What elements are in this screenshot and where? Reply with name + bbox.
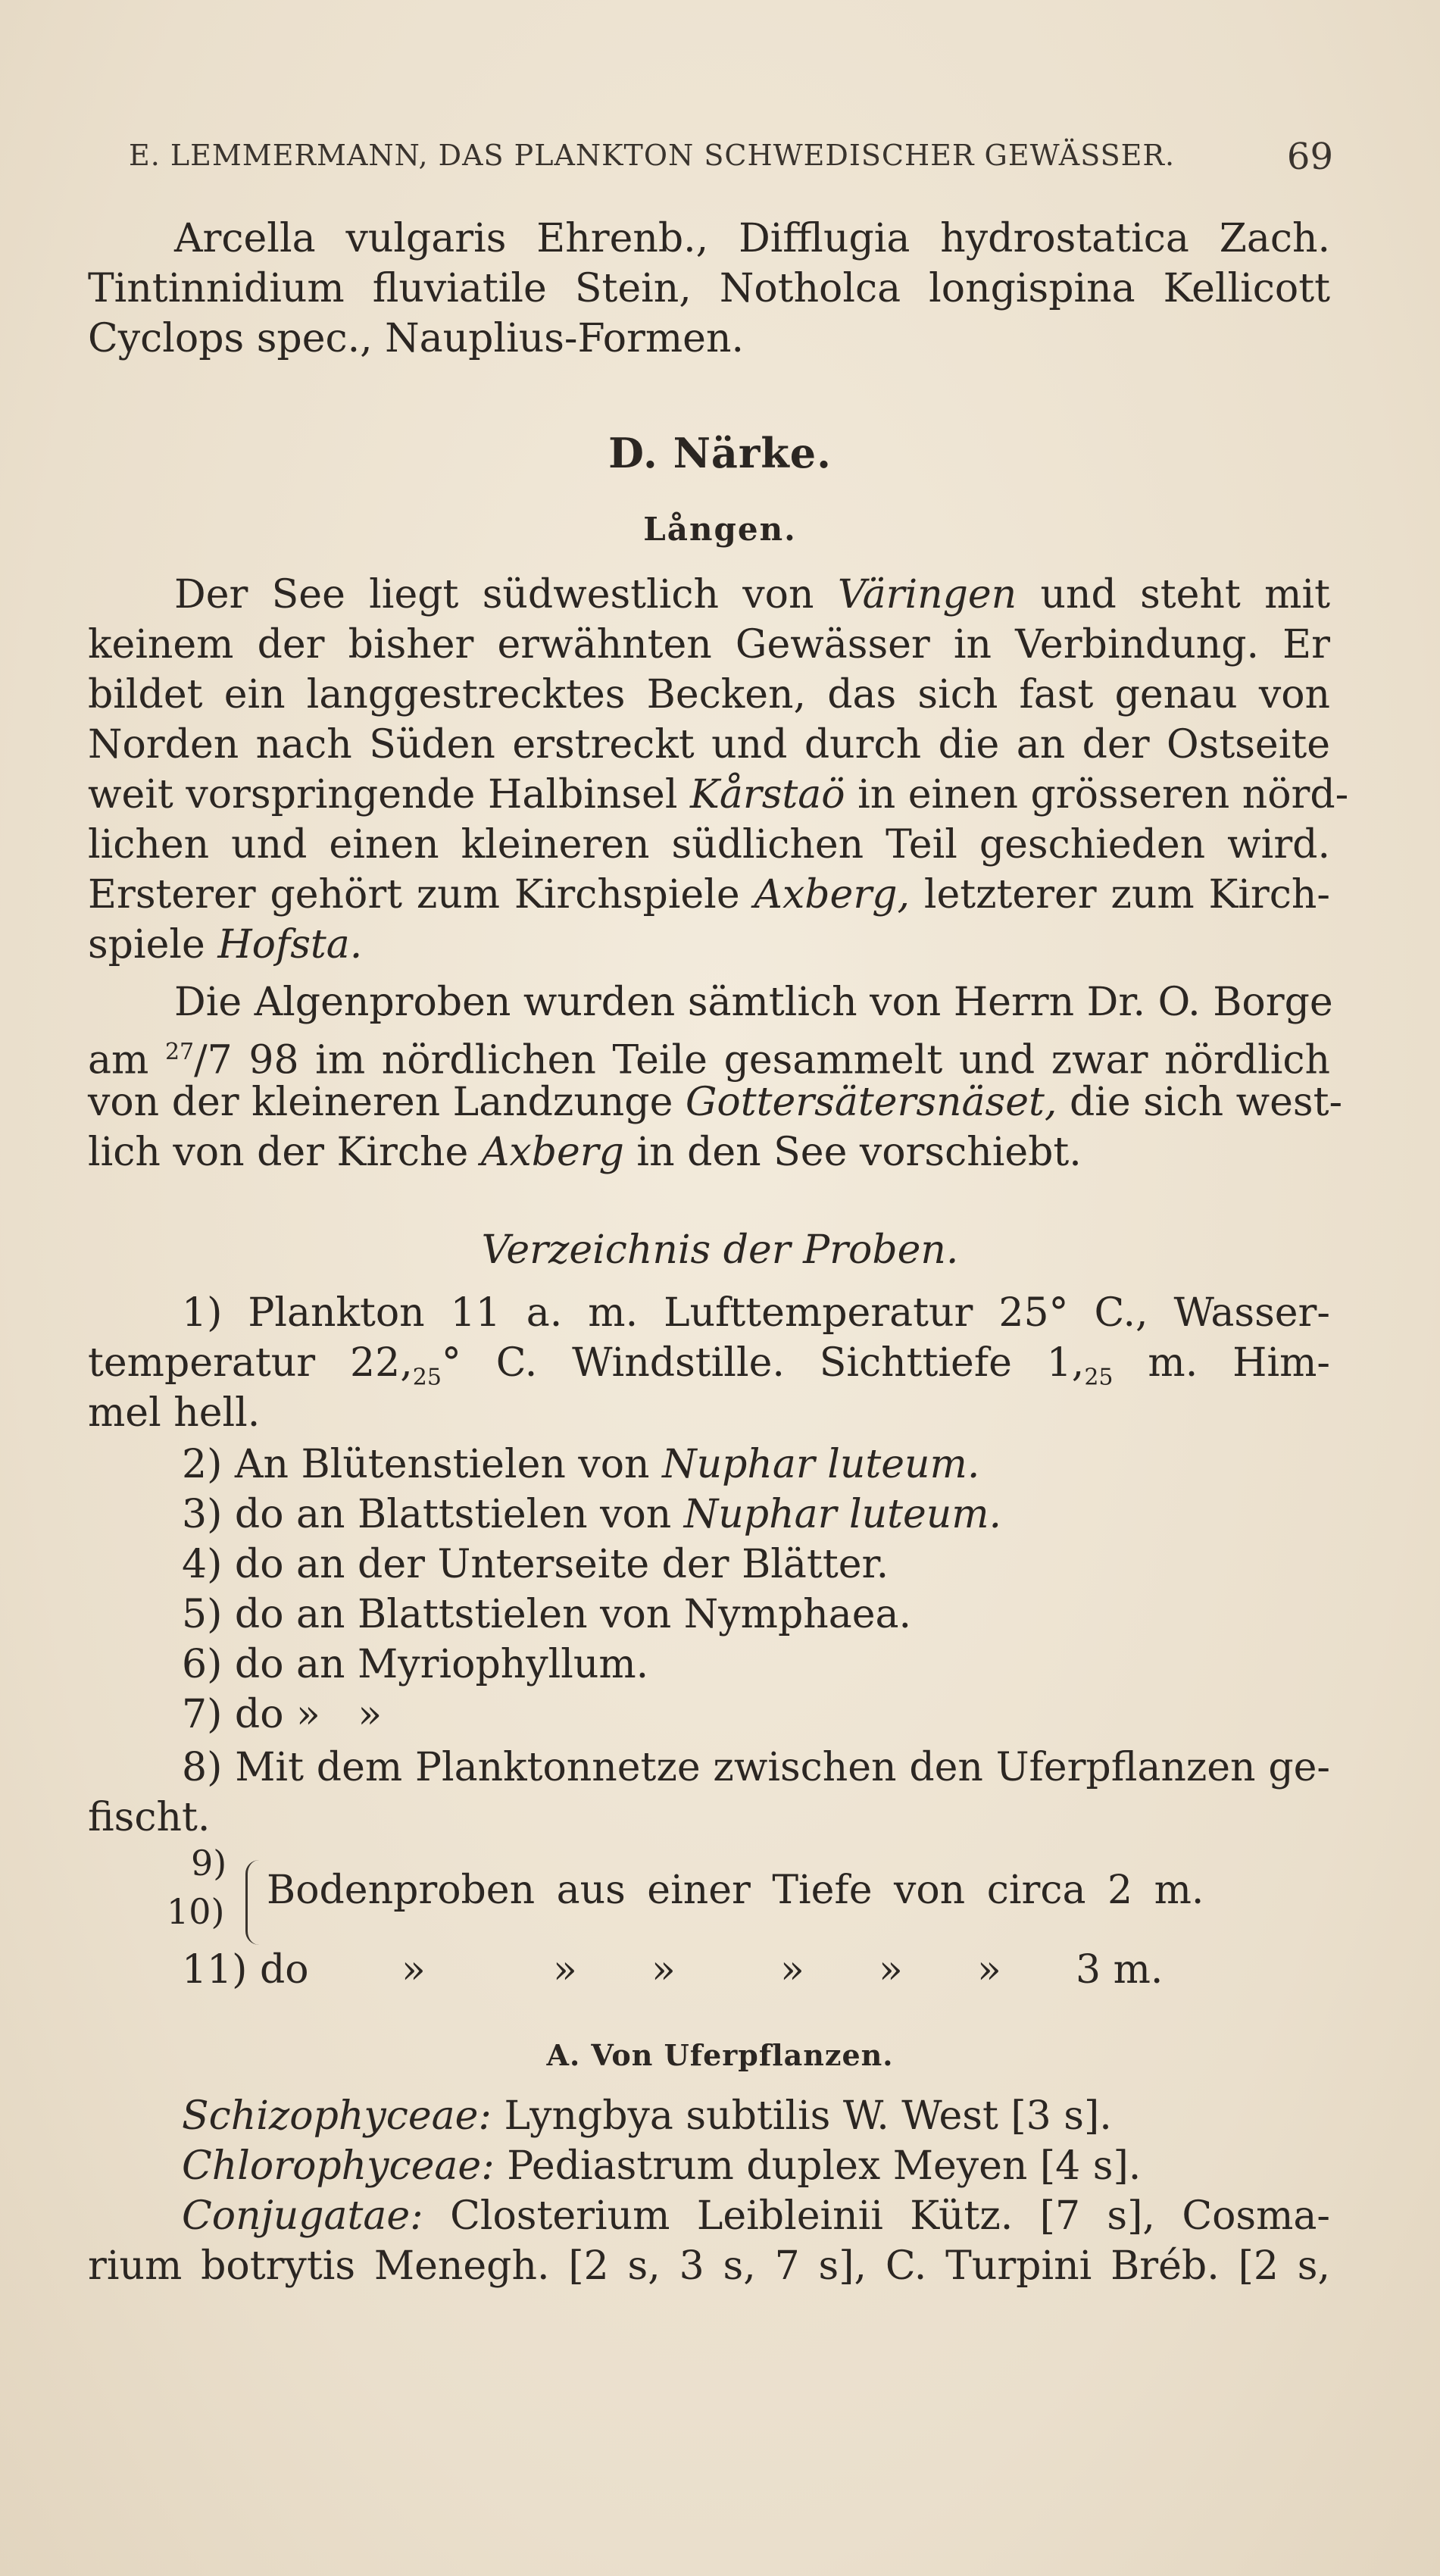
taxa-line-4: rium botrytis Menegh. [2 s, 3 s, 7 s], C. Turpini Bréb. [2 s, [88,2243,1330,2289]
taxa-line-2 [182,2141,1424,2191]
text-span: die sich west- [1057,1080,1343,1125]
ditto-mark: » [651,1947,676,1993]
sample-11-depth: 3 m. [1076,1947,1164,1993]
ditto-mark: » [879,1947,903,1993]
text-span: Lyngbya subtilis W. West [3 s]. [491,2093,1112,2139]
ditto-mark: » [780,1947,804,1993]
taxa-line-3 [182,2191,1330,2241]
ditto-mark: » [553,1947,577,1993]
para1-line-6: lichen und einen kleineren südlichen Teil geschieden wird. [88,822,1330,868]
text-span: in einen grösseren nörd- [845,772,1349,818]
species-name: Nuphar luteum. [683,1492,1002,1537]
para1-line-5 [88,770,1349,820]
sample-9-number: 9) [191,1843,227,1884]
text-span: /7 98 im nördlichen Teile gesammelt und zwar nördlich [194,1037,1330,1083]
group-name: Conjugatae: [182,2193,423,2239]
text-span: Pediastrum duplex Meyen [4 s]. [494,2143,1142,2189]
samples-heading: Verzeichnis der Proben. [481,1227,959,1273]
text-span: Ersterer gehört zum Kirchspiele [88,872,754,918]
ditto-mark: » [401,1947,426,1993]
text-span: lich von der Kirche [88,1130,481,1175]
sample-11-label: 11) do [182,1947,309,1993]
place-name: Väringen [837,572,1017,617]
text-span: ° C. Windstille. Sichttiefe 1, [441,1340,1085,1386]
text-span: temperatur 22, [88,1340,413,1386]
para2-line-2 [88,1027,1330,1085]
sample-8-line-1: 8) Mit dem Planktonnetze zwischen den Uferpflanzen ge- [182,1745,1330,1790]
text-span: 2) An Blütenstielen von [182,1442,663,1487]
intro-line-3: Cyclops spec., Nauplius-Formen. [88,316,744,361]
running-header [129,136,1333,178]
species-name: Nuphar luteum. [662,1442,980,1487]
text-span: Der See liegt südwestlich von [174,572,838,617]
para1-line-1 [174,570,1330,620]
sample-7: 7) do » » [182,1692,383,1737]
group-name: Schizophyceae: [182,2093,492,2139]
para2-line-1: Die Algenproben wurden sämtlich von Herrn Dr. O. Borge [174,980,1333,1025]
sample-8-line-2: fischt. [88,1795,211,1840]
text-span: m. Him- [1113,1340,1330,1386]
para1-line-3: bildet ein langgestrecktes Becken, das sich fast genau von [88,672,1330,717]
group-name: Chlorophyceae: [182,2143,495,2189]
sample-3 [182,1490,1424,1540]
place-name: Gottersätersnäset, [685,1080,1057,1125]
subscript: 25 [412,1364,442,1391]
sample-5: 5) do an Blattstielen von Nymphaea. [182,1592,912,1637]
page-number: 69 [1286,136,1333,178]
taxa-line-1 [182,2091,1424,2141]
sample-9-10-text: Bodenproben aus einer Tiefe von circa 2 m. [267,1868,1204,1913]
text-span: weit vorspringende Halbinsel [88,772,690,818]
curly-brace [245,1860,261,1945]
intro-line-1: Arcella vulgaris Ehrenb., Difflugia hydrostatica Zach. [174,216,1330,261]
text-span: 3) do an Blattstielen von [182,1492,684,1537]
text-span: letzterer zum Kirch- [910,872,1330,918]
para1-line-4: Norden nach Süden erstreckt und durch die an der Ostseite [88,722,1330,767]
place-name: Kårstaö [689,772,845,818]
text-span: am [88,1037,165,1083]
sample-2 [182,1440,1424,1490]
sample-1-line-1: 1) Plankton 11 a. m. Lufttemperatur 25° C., Wasser- [182,1290,1330,1336]
text-span: Closterium Leibleinii Kütz. [7 s], Cosma- [423,2193,1330,2239]
sample-4: 4) do an der Unterseite der Blätter. [182,1542,889,1587]
place-name: Hofsta. [217,922,363,968]
place-name: Axberg, [754,872,911,918]
para1-line-8 [88,920,1330,970]
text-span: in den See vorschiebt. [623,1130,1082,1175]
running-title: E. LEMMERMANN, DAS PLANKTON SCHWEDISCHER GEWÄSSER. [129,139,1176,172]
intro-line-2: Tintinnidium fluviatile Stein, Notholca longispina Kellicott [88,266,1330,311]
subscript: 25 [1084,1364,1114,1391]
text-span: von der kleineren Landzunge [88,1080,686,1125]
date-superscript: 27 [164,1039,195,1065]
para1-line-7 [88,870,1330,920]
ditto-mark: » [977,1947,1001,1993]
subsection-heading: A. Von Uferpflanzen. [546,2038,894,2072]
para1-line-2: keinem der bisher erwähnten Gewässer in Verbindung. Er [88,622,1330,667]
text-span: spiele [88,922,218,968]
section-heading: D. Närke. [608,429,832,477]
para2-line-4 [88,1127,1330,1177]
sample-1-line-3: mel hell. [88,1390,261,1436]
text-span: und steht mit [1017,572,1331,617]
place-name: Axberg [480,1130,624,1175]
para2-line-3 [88,1077,1343,1127]
sample-10-number: 10) [167,1891,225,1932]
lake-heading: Lången. [643,511,797,548]
sample-6: 6) do an Myriophyllum. [182,1642,649,1687]
